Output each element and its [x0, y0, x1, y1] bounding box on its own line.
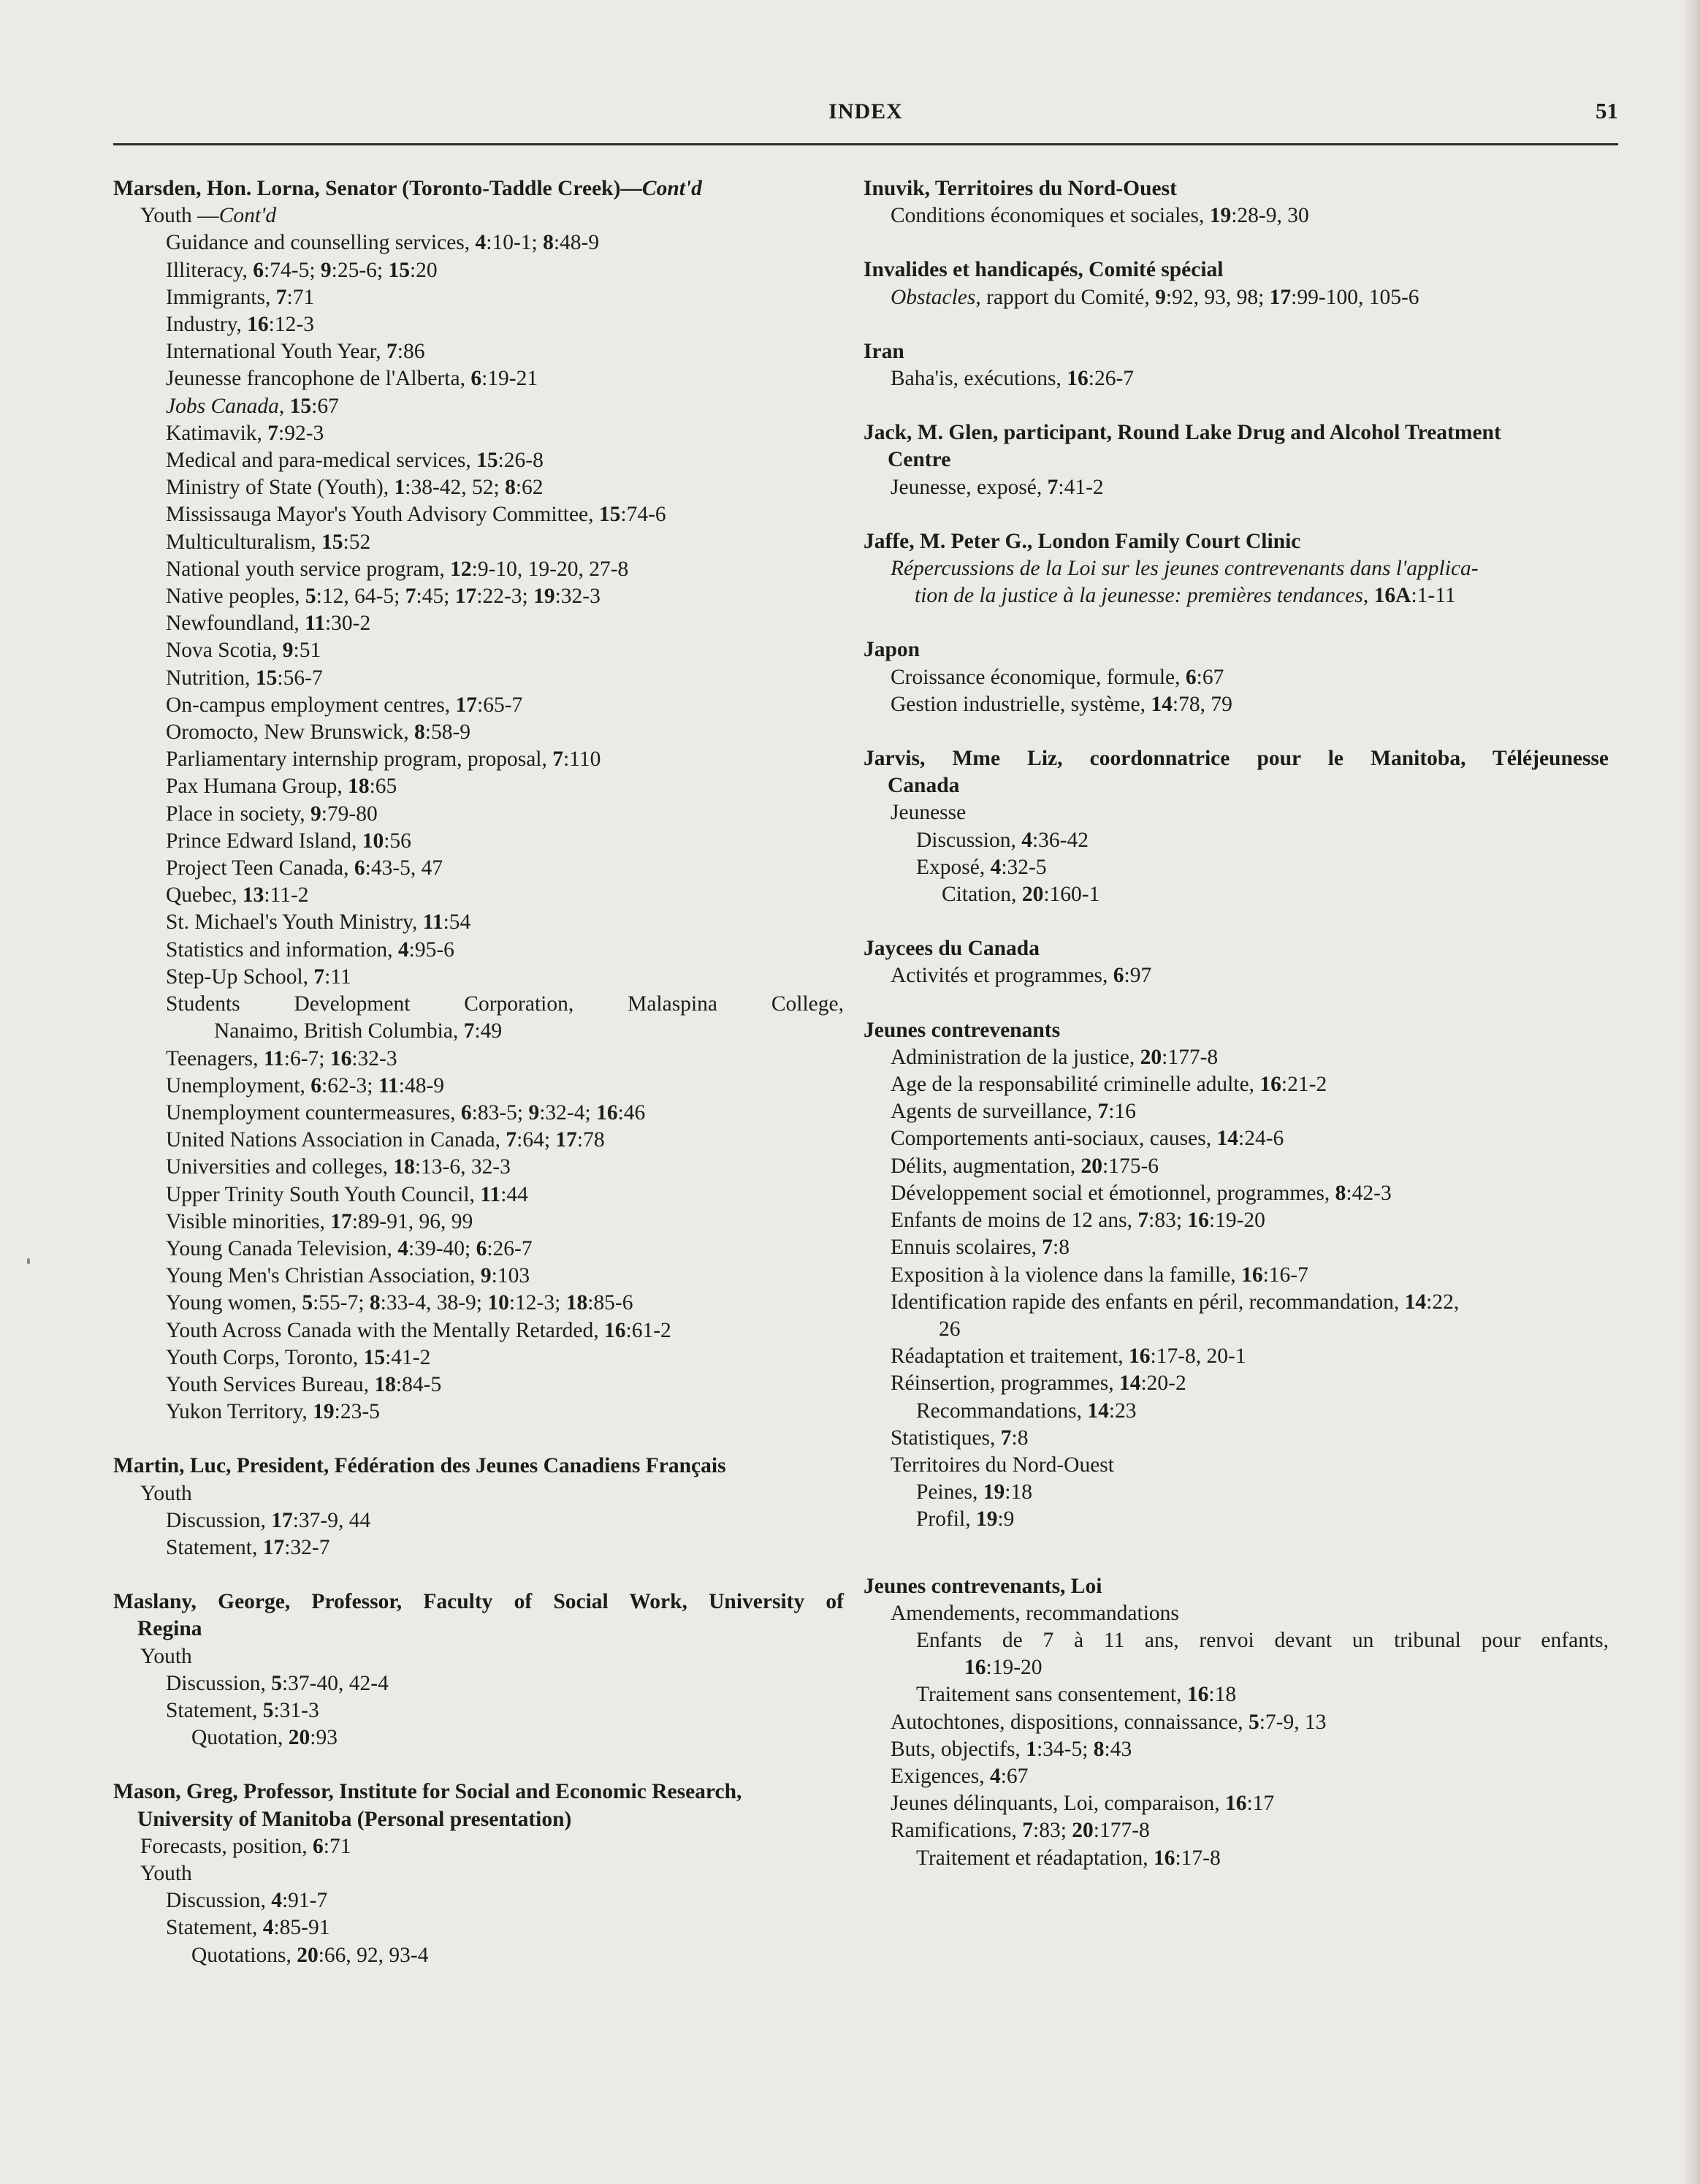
index-heading: Jarvis, Mme Liz, coordonnatrice pour le Manitoba, Téléjeunesse Canada: [864, 747, 1609, 798]
index-item: Baha'is, exécutions, 16:26-7: [891, 367, 1135, 391]
index-heading: Inuvik, Territoires du Nord-Ouest: [864, 177, 1177, 200]
page-edge-shadow: [1684, 0, 1700, 2184]
index-item: Enfants de 7 à 11 ans, renvoi devant un tribunal pour enfants, 16:19-20: [916, 1628, 1609, 1680]
index-item: Administration de la justice, 20:177-8: [891, 1045, 1219, 1069]
index-item: Teenagers, 11:6-7; 16:32-3: [166, 1046, 397, 1070]
index-item: Développement social et émotionnel, programmes, 8:42-3: [891, 1181, 1392, 1205]
index-item: Step-Up School, 7:11: [166, 964, 351, 989]
index-item: Jeunesse francophone de l'Alberta, 6:19-21: [166, 367, 538, 391]
index-item: Universities and colleges, 18:13-6, 32-3: [166, 1155, 511, 1179]
index-item: Ramifications, 7:83; 20:177-8: [891, 1819, 1150, 1843]
index-item: Yukon Territory, 19:23-5: [166, 1400, 380, 1424]
index-heading: Japon: [864, 638, 920, 662]
index-subheading: Youth: [140, 1481, 192, 1505]
index-column-right: [864, 175, 1609, 1872]
index-item: Comportements anti-sociaux, causes, 14:24-6: [891, 1127, 1284, 1151]
index-item: Mississauga Mayor's Youth Advisory Committee, 15:74-6: [166, 503, 666, 527]
index-heading: Jeunes contrevenants: [864, 1018, 1061, 1042]
index-subheading: Jeunesse: [891, 801, 967, 825]
index-item: Forecasts, position, 6:71: [140, 1834, 351, 1858]
index-item: Conditions économiques et sociales, 19:28-9, 30: [891, 204, 1309, 228]
index-subheading: Youth: [140, 1861, 192, 1885]
index-heading: Jack, M. Glen, participant, Round Lake Drug and Alcohol Treatment Centre: [864, 421, 1501, 472]
index-item: Young women, 5:55-7; 8:33-4, 38-9; 10:12-3; 18:85-6: [166, 1291, 633, 1315]
index-item: Délits, augmentation, 20:175-6: [891, 1154, 1159, 1178]
index-item: Students Development Corporation, Malaspina College, Nanaimo, British Columbia, 7:49: [166, 992, 844, 1043]
index-heading: Maslany, George, Professor, Faculty of Social Work, University of Regina: [113, 1590, 844, 1641]
index-item: Jeunes délinquants, Loi, comparaison, 16:17: [891, 1792, 1275, 1816]
index-item: Newfoundland, 11:30-2: [166, 612, 371, 636]
index-item: Discussion, 5:37-40, 42-4: [166, 1671, 389, 1695]
index-heading: Marsden, Hon. Lorna, Senator (Toronto-Taddle Creek)—Cont'd: [113, 177, 702, 200]
index-item: Pax Humana Group, 18:65: [166, 775, 397, 799]
index-item: Recommandations, 14:23: [916, 1399, 1137, 1423]
index-item: Traitement sans consentement, 16:18: [916, 1683, 1237, 1707]
index-item: Project Teen Canada, 6:43-5, 47: [166, 856, 443, 880]
index-item: Ennuis scolaires, 7:8: [891, 1236, 1070, 1260]
index-item: Medical and para-medical services, 15:26-8: [166, 449, 544, 473]
index-subheading: Youth: [140, 1644, 192, 1668]
index-column-left: [113, 175, 844, 1969]
index-item: Statement, 17:32-7: [166, 1535, 330, 1559]
index-item: Discussion, 4:91-7: [166, 1889, 328, 1913]
index-item: Youth Services Bureau, 18:84-5: [166, 1372, 442, 1396]
index-item: Gestion industrielle, système, 14:78, 79: [891, 692, 1232, 716]
index-item: Statistiques, 7:8: [891, 1426, 1029, 1450]
index-item: Enfants de moins de 12 ans, 7:83; 16:19-20: [891, 1209, 1265, 1233]
index-item: United Nations Association in Canada, 7:64; 17:78: [166, 1128, 605, 1152]
index-item: On-campus employment centres, 17:65-7: [166, 693, 523, 717]
index-item: Unemployment, 6:62-3; 11:48-9: [166, 1073, 445, 1097]
index-heading: Mason, Greg, Professor, Institute for Social and Economic Research, University of Manitoba (Personal presentation): [113, 1780, 742, 1831]
index-item: Unemployment countermeasures, 6:83-5; 9:32-4; 16:46: [166, 1100, 646, 1125]
index-item: Place in society, 9:79-80: [166, 802, 378, 826]
page-header: [113, 94, 1618, 137]
index-item: Upper Trinity South Youth Council, 11:44: [166, 1182, 528, 1206]
index-item: Native peoples, 5:12, 64-5; 7:45; 17:22-3; 19:32-3: [166, 585, 601, 609]
index-item: Nova Scotia, 9:51: [166, 639, 321, 663]
index-item: Agents de surveillance, 7:16: [891, 1100, 1136, 1124]
index-heading: Iran: [864, 339, 904, 363]
header-rule: [113, 143, 1618, 145]
index-item: Peines, 19:18: [916, 1480, 1032, 1504]
index-item: Nutrition, 15:56-7: [166, 666, 323, 690]
index-item: Young Men's Christian Association, 9:103: [166, 1264, 530, 1288]
index-item: St. Michael's Youth Ministry, 11:54: [166, 910, 471, 935]
index-item: Oromocto, New Brunswick, 8:58-9: [166, 720, 471, 745]
index-item: Jobs Canada, 15:67: [166, 394, 339, 418]
index-item: Young Canada Television, 4:39-40; 6:26-7: [166, 1236, 533, 1260]
index-item: Quotations, 20:66, 92, 93-4: [191, 1943, 429, 1967]
index-item: Immigrants, 7:71: [166, 285, 315, 309]
index-item: Autochtones, dispositions, connaissance, 5:7-9, 13: [891, 1710, 1327, 1734]
index-item: Prince Edward Island, 10:56: [166, 829, 411, 853]
index-item: Croissance économique, formule, 6:67: [891, 665, 1224, 689]
index-heading: Martin, Luc, President, Fédération des Jeunes Canadiens Français: [113, 1454, 726, 1478]
index-item: Industry, 16:12-3: [166, 313, 314, 337]
index-item: National youth service program, 12:9-10, 19-20, 27-8: [166, 557, 629, 581]
index-item: Discussion, 17:37-9, 44: [166, 1508, 371, 1532]
index-item: International Youth Year, 7:86: [166, 340, 425, 364]
index-subheading: Amendements, recommandations: [891, 1601, 1179, 1625]
index-item: Statement, 4:85-91: [166, 1916, 330, 1940]
index-item: Statistics and information, 4:95-6: [166, 937, 454, 962]
index-item: Parliamentary internship program, proposal, 7:110: [166, 747, 601, 772]
index-item: Quebec, 13:11-2: [166, 883, 309, 908]
index-item: Illiteracy, 6:74-5; 9:25-6; 15:20: [166, 258, 438, 282]
index-item: Exigences, 4:67: [891, 1764, 1029, 1788]
index-item: Obstacles, rapport du Comité, 9:92, 93, 98; 17:99-100, 105-6: [891, 285, 1419, 309]
index-item: Discussion, 4:36-42: [916, 828, 1089, 852]
index-item: Identification rapide des enfants en péril, recommandation, 14:22, 26: [891, 1290, 1460, 1341]
index-item: Répercussions de la Loi sur les jeunes contrevenants dans l'applica- tion de la justice à la jeunesse: premières tendances, 16A:1-11: [891, 557, 1479, 608]
index-item: Statement, 5:31-3: [166, 1698, 319, 1722]
index-subheading: Territoires du Nord-Ouest: [891, 1453, 1114, 1477]
index-item: Réinsertion, programmes, 14:20-2: [891, 1371, 1186, 1396]
index-item: Visible minorities, 17:89-91, 96, 99: [166, 1209, 473, 1233]
index-heading: Jaffe, M. Peter G., London Family Court Clinic: [864, 529, 1301, 553]
index-item: Traitement et réadaptation, 16:17-8: [916, 1846, 1221, 1870]
index-item: Exposé, 4:32-5: [916, 855, 1047, 879]
index-item: Profil, 19:9: [916, 1507, 1015, 1532]
index-item: Quotation, 20:93: [191, 1726, 338, 1750]
index-heading: Invalides et handicapés, Comité spécial: [864, 258, 1224, 282]
index-heading: Jaycees du Canada: [864, 937, 1040, 961]
index-item: Exposition à la violence dans la famille, 16:16-7: [891, 1263, 1308, 1287]
index-item: Réadaptation et traitement, 16:17-8, 20-1: [891, 1344, 1246, 1369]
index-item: Guidance and counselling services, 4:10-1; 8:48-9: [166, 231, 600, 255]
index-subheading: Youth —Cont'd: [140, 204, 277, 228]
index-item: Youth Across Canada with the Mentally Retarded, 16:61-2: [166, 1318, 671, 1342]
page-title: INDEX: [828, 99, 903, 123]
index-item: Age de la responsabilité criminelle adulte, 16:21-2: [891, 1073, 1327, 1097]
index-item: Activités et programmes, 6:97: [891, 964, 1152, 988]
index-heading: Jeunes contrevenants, Loi: [864, 1574, 1102, 1598]
page-number: 51: [1596, 98, 1618, 123]
index-item: Katimavik, 7:92-3: [166, 421, 324, 445]
index-item: Citation, 20:160-1: [942, 883, 1100, 907]
index-item: Buts, objectifs, 1:34-5; 8:43: [891, 1737, 1132, 1761]
scan-speck: [27, 1258, 30, 1264]
index-item: Jeunesse, exposé, 7:41-2: [891, 475, 1104, 499]
index-item: Multiculturalism, 15:52: [166, 530, 371, 554]
index-item: Youth Corps, Toronto, 15:41-2: [166, 1345, 431, 1369]
index-item: Ministry of State (Youth), 1:38-42, 52; 8:62: [166, 476, 544, 500]
